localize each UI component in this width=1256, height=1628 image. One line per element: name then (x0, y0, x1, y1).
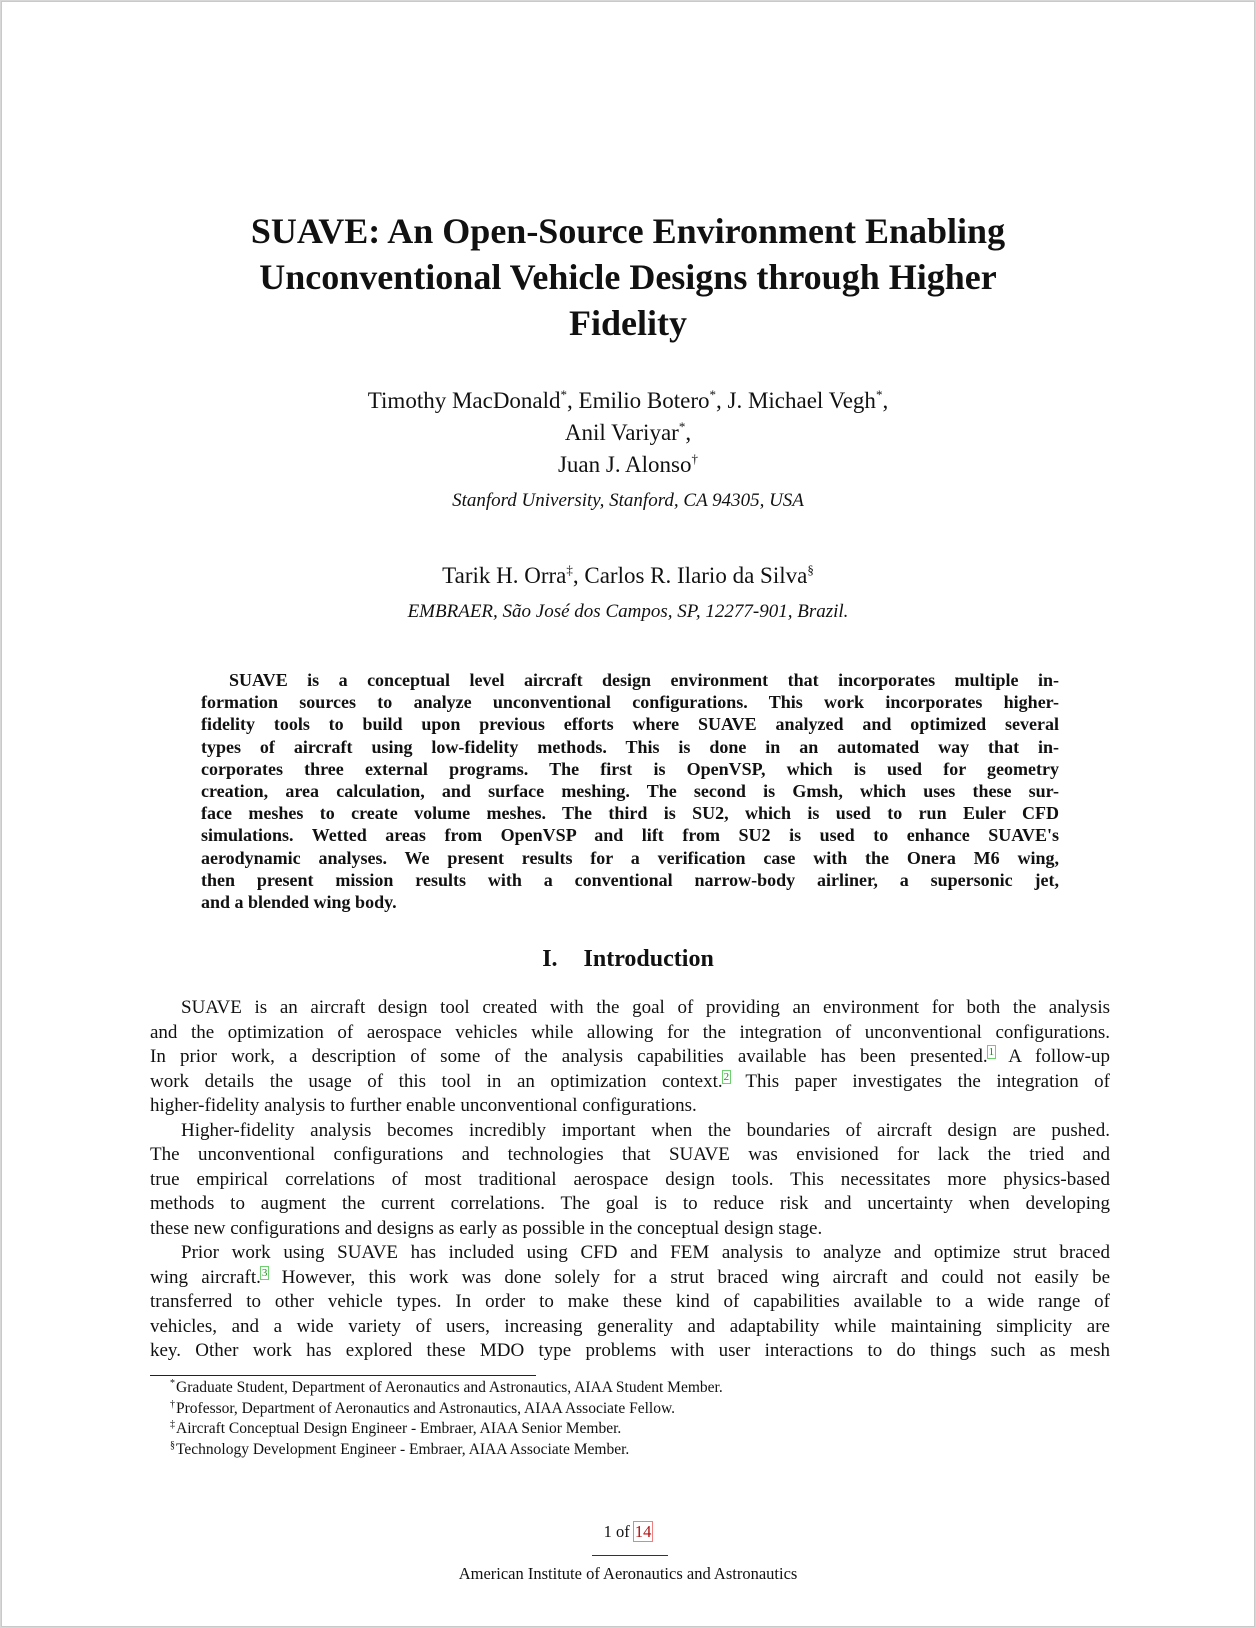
author-line-4: Tarik H. Orra‡, Carlos R. Ilario da Silva§ (442, 562, 814, 588)
body-text-span: wing aircraft. (150, 1266, 261, 1288)
citation-link[interactable]: 2 (723, 1070, 730, 1083)
affiliation-embraer: EMBRAER, São José dos Campos, SP, 12277-901, Brazil. (407, 601, 849, 622)
body-line: The unconventional configurations and technologies that SUAVE was envisioned for lack the tried and (150, 1144, 1110, 1165)
author-name: Juan J. Alonso (557, 452, 692, 477)
body-line: Higher-fidelity analysis becomes incredibly important when the boundaries of aircraft design are pushed. (181, 1119, 1110, 1141)
author-name: Timothy MacDonald (367, 388, 561, 413)
footnote-rule (150, 1375, 536, 1376)
body-line: SUAVE is an aircraft design tool created with the goal of providing an environment for both the analysis (181, 997, 1110, 1018)
abstract (201, 669, 1059, 913)
introduction-body (150, 996, 1110, 1364)
page-total-link[interactable]: 14 (634, 1522, 652, 1541)
body-text-span: In prior work, a description of some of the analysis capabilities available has been presented. (150, 1046, 988, 1067)
author-mark: * (560, 387, 568, 402)
abstract-line: and a blended wing body. (201, 892, 397, 913)
author-name: Emilio Botero (578, 388, 710, 413)
footnote-text: Aircraft Conceptual Design Engineer - Embraer, AIAA Senior Member. (176, 1420, 622, 1437)
section-heading (2, 946, 1254, 973)
body-line: higher-fidelity analysis to further enable unconventional configurations. (150, 1095, 697, 1116)
author-line-1: Timothy MacDonald*, Emilio Botero*, J. Michael Vegh*, (367, 387, 889, 413)
abstract-line: face meshes to create volume meshes. The third is SU2, which is used to run Euler CFD (201, 803, 1059, 824)
body-line: vehicles, and a wide variety of users, increasing generality and adaptability while maintaining simplicity are (150, 1315, 1110, 1337)
body-line (150, 1045, 1110, 1070)
body-line: key. Other work has explored these MDO type problems with user interactions to do things such as mesh (150, 1340, 1110, 1361)
footnote-mark: * (170, 1378, 175, 1389)
page-of: of (616, 1522, 630, 1541)
body-line: true empirical correlations of most traditional aerospace design tools. This necessitates more physics-based (150, 1168, 1110, 1190)
abstract-line: corporates three external programs. The first is OpenVSP, which is used for geometry (201, 758, 1059, 779)
title-line: SUAVE: An Open-Source Environment Enabling (250, 211, 1006, 251)
page-footer-rule (592, 1555, 668, 1556)
author-mark: ‡ (566, 562, 573, 577)
journal-name: American Institute of Aeronautics and Astronautics (458, 1564, 798, 1583)
footnote (170, 1440, 723, 1461)
affiliation-stanford: Stanford University, Stanford, CA 94305, USA (452, 490, 804, 511)
author-line-3 (2, 452, 1254, 478)
citation-link[interactable]: 3 (261, 1266, 268, 1279)
footnote-text: Graduate Student, Department of Aeronautics and Astronautics, AIAA Student Member. (176, 1379, 723, 1396)
author-mark: * (875, 387, 883, 402)
abstract-line: fidelity tools to build upon previous efforts where SUAVE analyzed and optimized several (201, 714, 1059, 735)
paper-title (2, 208, 1254, 346)
author-line-2: Anil Variyar*, (564, 419, 692, 445)
footnote (170, 1399, 723, 1420)
body-line: transferred to other vehicle types. In order to make these kind of capabilities available to a wide range of (150, 1291, 1110, 1312)
title-line: Fidelity (569, 303, 687, 343)
abstract-line: aerodynamic analyses. We present results for a verification case with the Onera M6 wing, (201, 847, 1059, 868)
document-page (1, 1, 1255, 1627)
footnote (170, 1419, 723, 1440)
section-title: Introduction (583, 946, 714, 972)
body-line: these new configurations and designs as early as possible in the conceptual design stage. (150, 1217, 823, 1239)
abstract-line: simulations. Wetted areas from OpenVSP and lift from SU2 is used to enhance SUAVE's (201, 825, 1059, 846)
abstract-line: then present mission results with a conventional narrow-body airliner, a supersonic jet, (201, 869, 1059, 890)
footnote-mark: † (170, 1398, 175, 1410)
page-number (2, 1522, 1254, 1542)
body-text-span: This paper investigates the integration of (730, 1070, 1110, 1092)
abstract-line: SUAVE is a conceptual level aircraft design environment that incorporates multiple in- (229, 670, 1059, 690)
author-mark: § (807, 562, 814, 577)
author-name: Anil Variyar (564, 420, 679, 445)
abstract-line: creation, area calculation, and surface meshing. The second is Gmsh, which uses these sur- (201, 781, 1059, 802)
page-current: 1 (603, 1522, 612, 1541)
title-line: Unconventional Vehicle Designs through Higher (259, 257, 997, 297)
footnote-text: Technology Development Engineer - Embraer, AIAA Associate Member. (176, 1440, 630, 1458)
footnote-mark: ‡ (170, 1419, 175, 1430)
body-line: and the optimization of aerospace vehicles while allowing for the integration of unconventional configurations. (150, 1021, 1110, 1043)
author-name: Carlos R. Ilario da Silva (584, 563, 808, 588)
body-line: methods to augment the current correlations. The goal is to reduce risk and uncertainty when developing (150, 1193, 1110, 1214)
body-text-span: However, this work was done solely for a strut braced wing aircraft and could not easily be (268, 1266, 1111, 1288)
footnotes (170, 1378, 723, 1460)
abstract-line: formation sources to analyze unconventional configurations. This work incorporates higher- (201, 692, 1059, 713)
body-text-span: work details the usage of this tool in an optimization context. (150, 1070, 723, 1092)
author-mark: * (678, 419, 686, 434)
body-line (150, 1266, 1110, 1291)
author-name: J. Michael Vegh (727, 388, 876, 413)
author-mark: † (691, 451, 699, 466)
body-line (150, 1070, 1110, 1095)
author-mark: * (709, 387, 717, 402)
footnote (170, 1378, 723, 1399)
body-text-span: A follow-up (995, 1046, 1110, 1067)
citation-link[interactable]: 1 (988, 1046, 995, 1058)
section-number: I. (542, 946, 558, 972)
footnote-text: Professor, Department of Aeronautics and Astronautics, AIAA Associate Fellow. (176, 1399, 676, 1417)
body-line: Prior work using SUAVE has included using CFD and FEM analysis to analyze and optimize strut braced (181, 1242, 1110, 1263)
abstract-line: types of aircraft using low-fidelity methods. This is done in an automated way that in- (201, 736, 1059, 757)
author-name: Tarik H. Orra (442, 563, 567, 588)
footnote-mark: § (170, 1439, 175, 1451)
